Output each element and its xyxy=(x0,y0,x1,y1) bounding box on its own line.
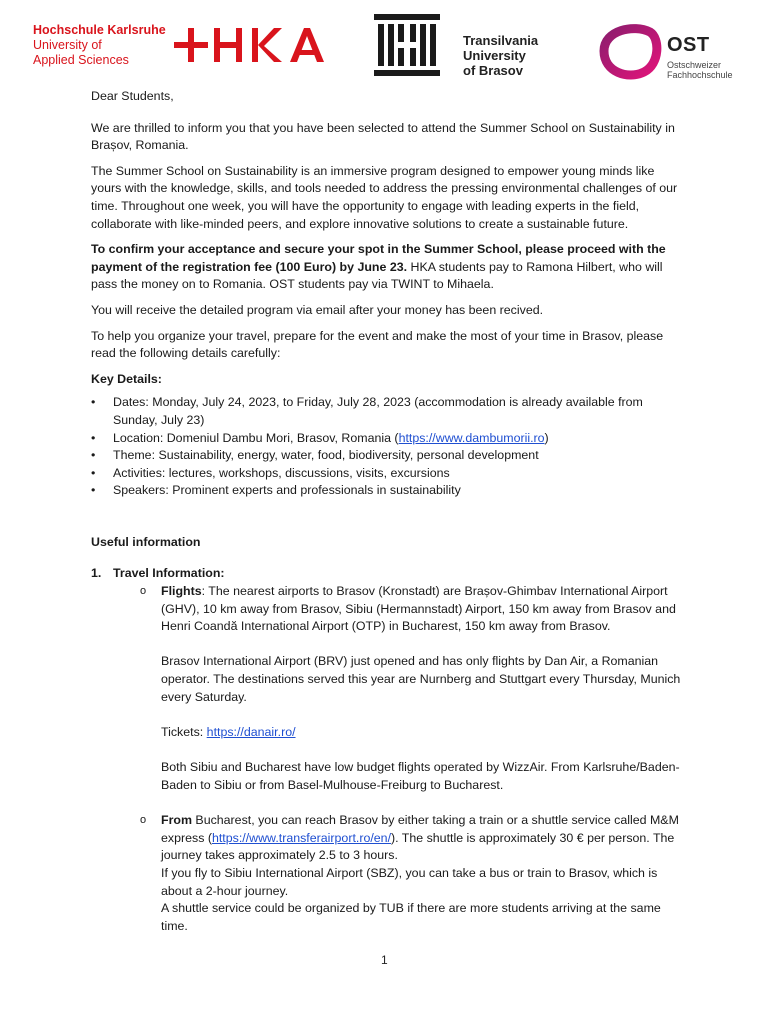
letter-body xyxy=(91,88,681,935)
logo-header xyxy=(0,0,770,90)
tickets-label: Tickets: xyxy=(161,724,207,739)
list-item-location xyxy=(91,430,681,448)
ost-sub-line2: Fachhochschule xyxy=(667,70,733,80)
program-note: You will receive the detailed program via email after your money has been recived. xyxy=(91,302,544,317)
travel-number: 1. xyxy=(91,566,102,581)
flights-text: : The nearest airports to Brasov (Kronstadt) are Brașov-Ghimbav International Airport (GHV), 10 km away from Brasov, Sibiu (Hermannstadt) Airport, 150 km away from Brasov and Henri Coandă International Airport (OTP) in Bucharest, 150 km away from Brasov. xyxy=(161,584,676,634)
from-paragraph xyxy=(161,812,681,865)
travel-title: Travel Information: xyxy=(113,566,225,581)
flights-paragraph xyxy=(161,583,681,636)
list-item-activities: • Activities: lectures, workshops, discussions, visits, excursions xyxy=(91,465,681,483)
hka-name-line2: University of xyxy=(33,38,102,52)
hka-wordmark xyxy=(33,23,166,68)
key-details-list xyxy=(91,394,681,500)
hka-logo-icon xyxy=(174,26,326,64)
list-item-theme: • Theme: Sustainability, energy, water, food, biodiversity, personal development xyxy=(91,447,681,465)
location-suffix: ) xyxy=(544,430,549,445)
list-item-speakers: • Speakers: Prominent experts and professionals in sustainability xyxy=(91,482,681,500)
intro-paragraph: We are thrilled to inform you that you have been selected to attend the Summer School on Sustainability in Brașov, Romania. xyxy=(91,120,675,153)
location-link[interactable]: https://www.dambumorii.ro xyxy=(398,430,545,445)
ost-name: OST xyxy=(667,34,710,56)
tickets-line xyxy=(161,724,681,742)
organize-note: To help you organize your travel, prepare for the event and make the most of your time in Brasov, please read the following details carefully: xyxy=(91,328,664,361)
brv-paragraph: Brasov International Airport (BRV) just opened and has only flights by Dan Air, a Romanian operator. The destinations served this year are Nurnberg and Stuttgart every Thursday, Munich every Saturday. xyxy=(161,654,681,704)
tickets-link[interactable]: https://danair.ro/ xyxy=(206,724,296,739)
confirm-bold: To confirm your acceptance and secure your spot in the Summer School, please proceed with the payment of the registration fee (100 Euro) by June 23. xyxy=(91,242,666,274)
location-prefix: Location: Domeniul Dambu Mori, Brasov, Romania ( xyxy=(113,430,399,445)
tub-line1: Transilvania xyxy=(463,33,539,48)
flights-item xyxy=(91,583,681,794)
useful-info-title: Useful information xyxy=(91,534,201,549)
sibiu-paragraph: If you fly to Sibiu International Airport (SBZ), you can take a bus or train to Brasov, which is about a 2-hour journey. xyxy=(161,865,658,898)
hka-name-line3: Applied Sciences xyxy=(33,53,129,67)
tub-wordmark xyxy=(463,33,538,78)
confirm-rest: HKA students pay to Ramona Hilbert, who will pass the money on to Romania. OST students pay via TWINT to Mihaela. xyxy=(91,259,663,292)
from-bucharest-item xyxy=(91,812,681,935)
from-bullet: o xyxy=(140,814,147,827)
wizzair-paragraph: Both Sibiu and Bucharest have low budget flights operated by WizzAir. From Karlsruhe/Baden-Baden to Sibiu or from Basel-Mulhouse-Freiburg to Bucharest. xyxy=(161,760,680,792)
greeting: Dear Students, xyxy=(91,89,174,103)
flights-bullet: o xyxy=(140,585,147,598)
tub-line3: of Brasov xyxy=(463,63,523,78)
list-item-dates: • Dates: Monday, July 24, 2023, to Friday, July 28, 2023 (accommodation is already available from Sunday, July 23) xyxy=(91,394,681,429)
hka-name-line1: Hochschule Karlsruhe xyxy=(33,23,166,37)
key-details-title: Key Details: xyxy=(91,371,162,386)
ost-logo-icon xyxy=(594,20,662,82)
tub-logo-icon xyxy=(374,14,440,76)
shuttle-paragraph: A shuttle service could be organized by TUB if there are more students arriving at the same time. xyxy=(161,901,661,933)
from-label: From xyxy=(161,813,192,828)
page-number: 1 xyxy=(381,953,388,967)
travel-info-heading xyxy=(91,565,681,583)
flights-label: Flights xyxy=(161,584,202,599)
from-text-b: ). The shuttle is approximately 30 € per person. The journey takes approximately 2.5 to 3 hours. xyxy=(161,830,675,863)
from-text-a: Bucharest, you can reach Brasov by either taking a train or a shuttle service called M&M express ( xyxy=(161,813,679,845)
confirm-paragraph xyxy=(91,241,681,294)
description-paragraph: The Summer School on Sustainability is an immersive program designed to empower young minds like yours with the knowledge, skills, and tools needed to address the pressing environmental challenges of our time. Throughout one week, you will have the opportunity to engage with leading experts in the field, collaborate with like-minded peers, and explore innovative solutions to create a sustainable future. xyxy=(91,163,678,231)
ost-subtitle xyxy=(667,60,733,80)
ost-sub-line1: Ostschweizer xyxy=(667,60,722,70)
tub-line2: University xyxy=(463,48,526,63)
transfer-link[interactable]: https://www.transferairport.ro/en/ xyxy=(211,830,392,845)
